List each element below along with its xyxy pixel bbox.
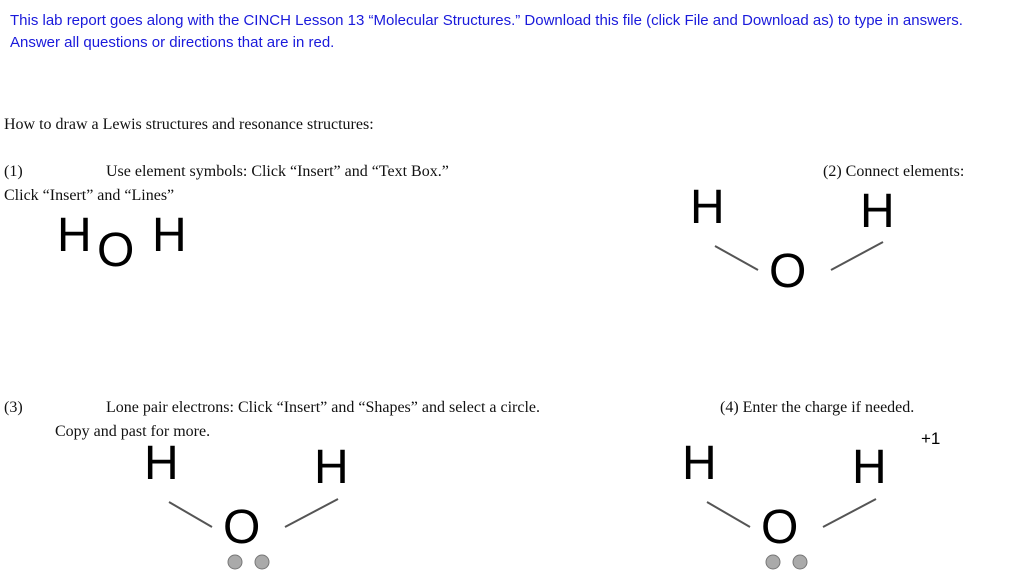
instructions-line-1: This lab report goes along with the CINCH Lesson 13 “Molecular Structures.” Download this file (click File and Download as) to type in answers. [10, 12, 963, 29]
step-4-bond-left [707, 502, 750, 527]
section-heading: How to draw a Lewis structures and resonance structures: [4, 116, 374, 133]
step-4-lone-pair-electron-1 [766, 555, 780, 569]
step-1-hydrogen-right: H [152, 209, 187, 262]
step-3-subtext: Copy and past for more. [55, 423, 211, 440]
step-4-hydrogen-right: H [852, 441, 887, 494]
step-4-text: (4) Enter the charge if needed. [720, 399, 915, 416]
step-1-hydrogen-left: H [57, 209, 92, 262]
step-3-lone-pair-electron-1 [228, 555, 242, 569]
charge-label: +1 [921, 429, 941, 448]
step-1-number: (1) [4, 163, 23, 180]
step-3-lone-pair-electron-2 [255, 555, 269, 569]
step-4-bond-right [823, 499, 876, 527]
step-4-hydrogen-left: H [682, 437, 717, 490]
step-4-lone-pair-electron-2 [793, 555, 807, 569]
step-3-hydrogen-left: H [144, 437, 179, 490]
step-3-bond-right [285, 499, 338, 527]
step-1-oxygen: O [97, 224, 135, 277]
step-2-bond-left [715, 246, 758, 270]
step-2-text: (2) Connect elements: [823, 163, 965, 180]
step-3-text: Lone pair electrons: Click “Insert” and “Shapes” and select a circle. [106, 399, 541, 416]
step-1-text: Use element symbols: Click “Insert” and “Text Box.” [106, 163, 449, 180]
step-2-hydrogen-left: H [690, 181, 725, 234]
step-4-oxygen: O [761, 501, 799, 554]
step-2-bond-right [831, 242, 883, 270]
step-3-number: (3) [4, 399, 23, 416]
step-3-hydrogen-right: H [314, 441, 349, 494]
step-2-oxygen: O [769, 245, 807, 298]
step-1-subtext: Click “Insert” and “Lines” [4, 187, 175, 204]
instructions-line-2: Answer all questions or directions that are in red. [10, 34, 335, 51]
step-3-bond-left [169, 502, 212, 527]
step-3-oxygen: O [223, 501, 261, 554]
step-2-hydrogen-right: H [860, 185, 895, 238]
